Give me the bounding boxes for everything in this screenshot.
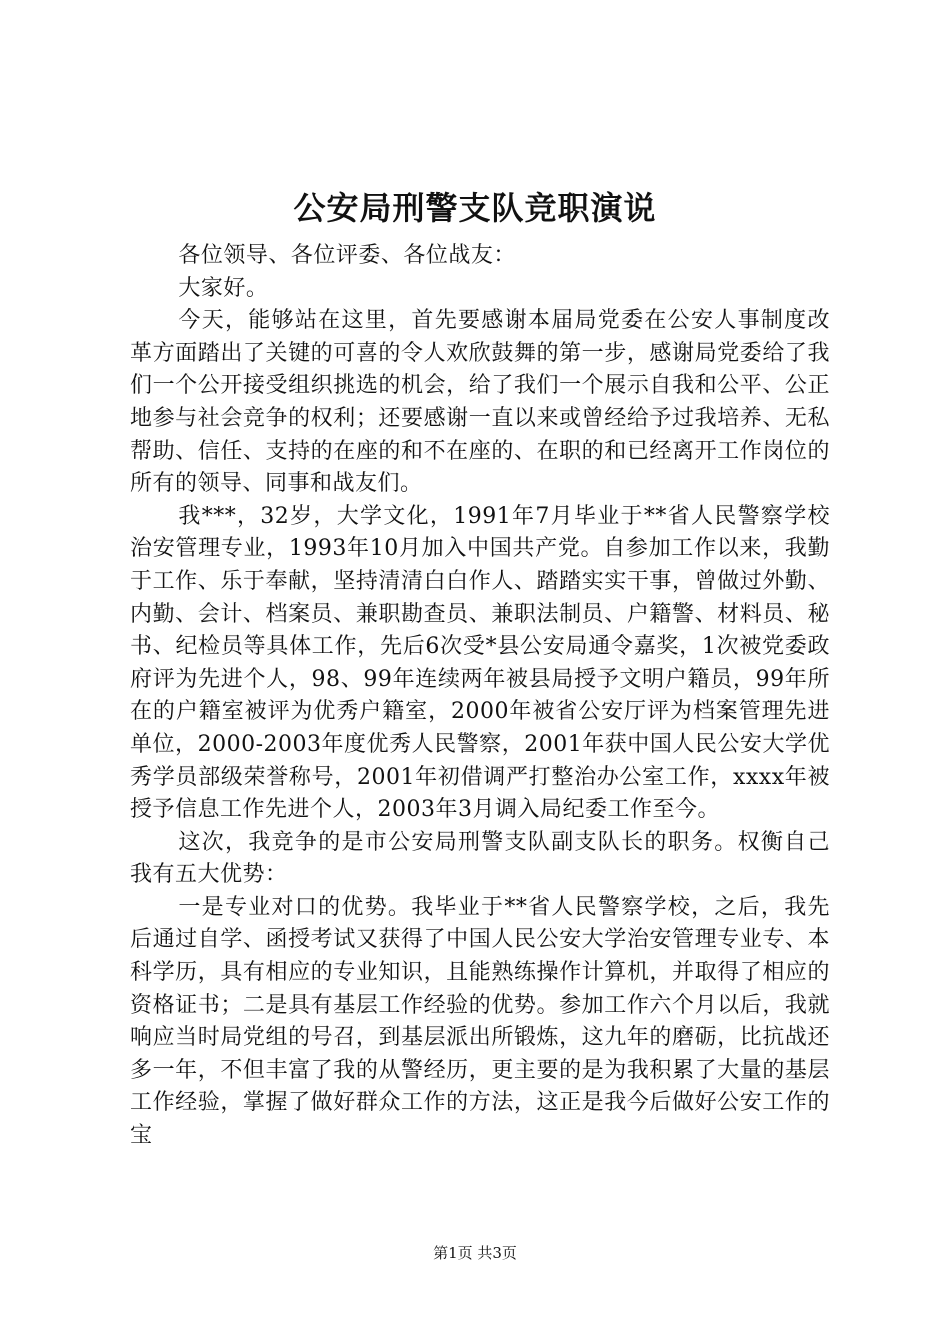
document-title: 公安局刑警支队竞职演说 [293,189,657,227]
biography-paragraph: 我***，32岁，大学文化，1991年7月毕业于**省人民警察学校治安管理专业，1993年10月加入中国共产党。自参加工作以来，我勤于工作、乐于奉献，坚持清清白白作人、踏踏实实干事，曾做过外勤、内勤、会计、档案员、兼职勘查员、兼职法制员、户籍警、材料员、秘书、纪检员等具体工作，先后6次受*县公安局通令嘉奖，1次被党委政府评为先进个人，98、99年连续两年被县局授予文明户籍员，99年所在的户籍室被评为优秀户籍室，2000年被省公安厅评为档案管理先进单位，2000-2003年度优秀人民警察，2001年获中国人民公安大学优秀学员部级荣誉称号，2001年初借调严打整治办公室工作，xxxx年被授予信息工作先进个人，2003年3月调入局纪委工作至今。 [130,503,830,823]
document-body [130,240,830,1153]
greeting-paragraph: 各位领导、各位评委、各位战友： [178,243,516,268]
salutation-paragraph: 大家好。 [178,275,269,301]
thanks-paragraph: 今天，能够站在这里，首先要感谢本届局党委在公安人事制度改革方面踏出了关键的可喜的令人欢欣鼓舞的第一步，感谢局党委给了我们一个公开接受组织挑选的机会，给了我们一个展示自我和公平、公正地参与社会竞争的权利；还要感谢一直以来或曾经给予过我培养、无私帮助、信任、支持的在座的和不在座的、在职的和已经离开工作岗位的所有的领导、同事和战友们。 [130,308,830,497]
advantages-paragraph: 一是专业对口的优势。我毕业于**省人民警察学校，之后，我先后通过自学、函授考试又获得了中国人民公安大学治安管理专业专、本科学历，具有相应的专业知识，且能熟练操作计算机，并取得了相应的资格证书；二是具有基层工作经验的优势。参加工作六个月以后，我就响应当时局党组的号召，到基层派出所锻炼，这九年的磨砺，比抗战还多一年，不但丰富了我的从警经历，更主要的是为我积累了大量的基层工作经验，掌握了做好群众工作的方法，这正是我今后做好公安工作的宝 [130,894,830,1149]
page-footer: 第1页 共3页 [433,1244,517,1262]
position-paragraph: 这次，我竞争的是市公安局刑警支队副支队长的职务。权衡自己我有五大优势： [130,829,830,888]
